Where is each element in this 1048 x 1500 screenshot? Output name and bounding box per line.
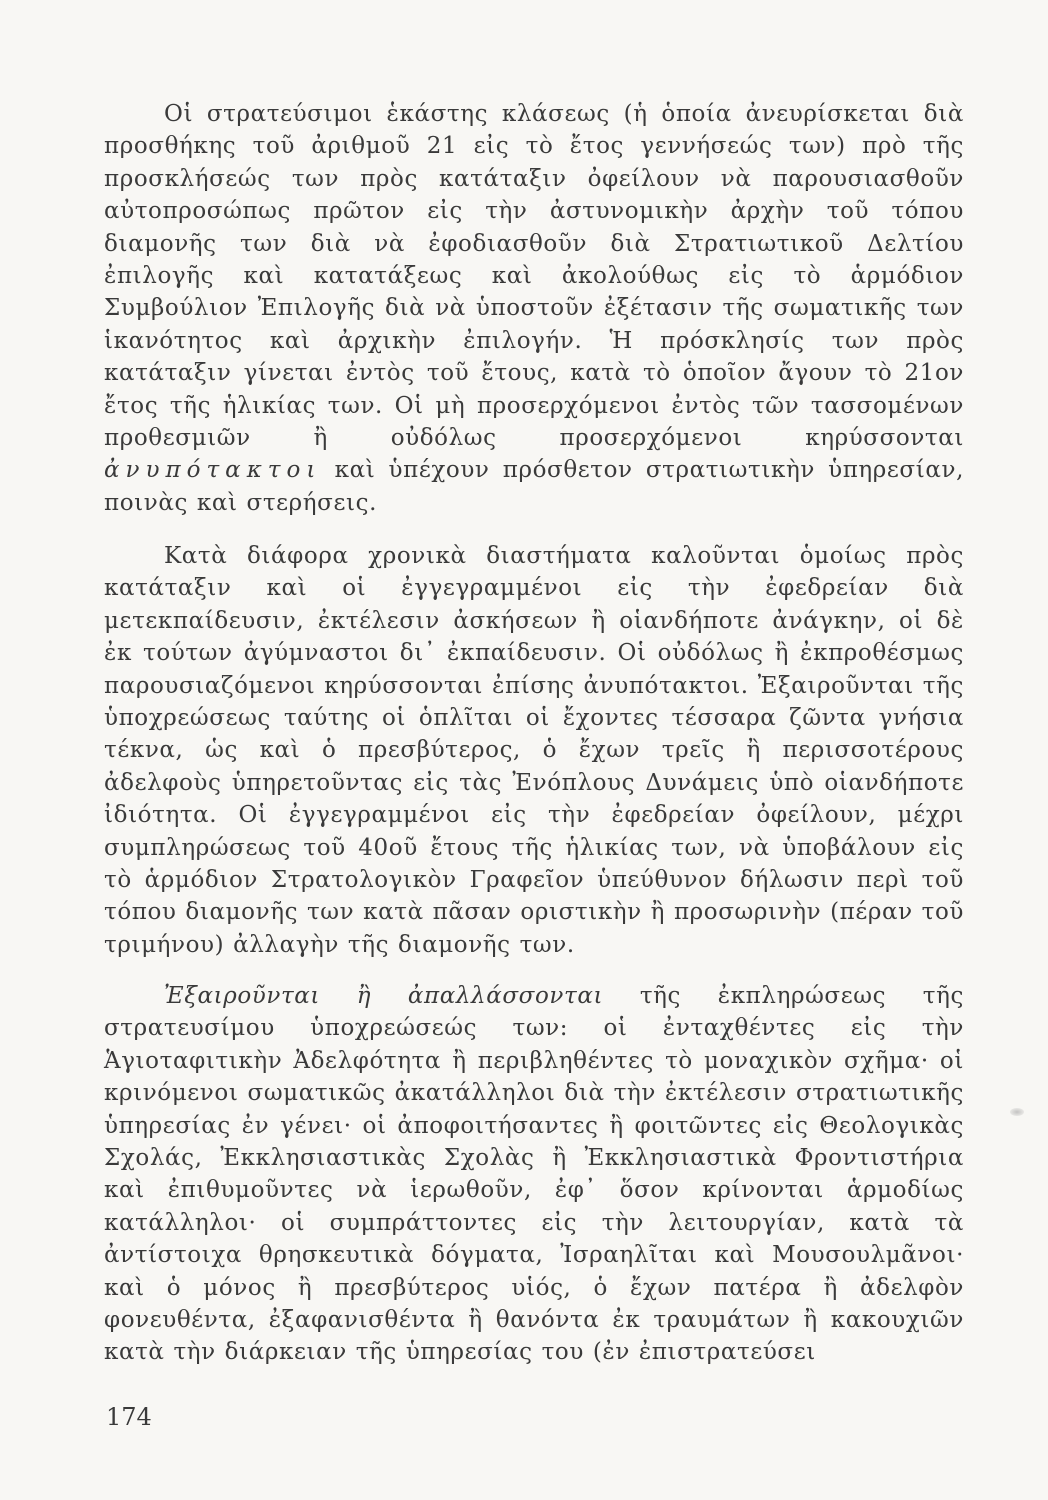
paragraph-exemptions [104, 980, 964, 1369]
ink-smudge [1010, 1108, 1024, 1116]
paragraph-conscripts-text: Οἱ στρατεύσιμοι ἑκάστης κλάσεως (ἡ ὁποία ἀνευρίσκεται διὰ προσθήκης τοῦ ἀριθμοῦ 21 εἰς τὸ ἔτος γεννήσεώς των) πρὸ τῆς προσκλήσεώς των πρὸς κατάταξιν ὀφείλουν νὰ παρουσιασθοῦν αὐτοπροσώπως πρῶτον εἰς τὴν ἀστυνομικὴν ἀρχὴν τοῦ τόπου διαμονῆς των διὰ νὰ ἐφοδιασθοῦν διὰ Στρατιωτικοῦ Δελτίου ἐπιλογῆς καὶ κατατάξεως καὶ ἀκολούθως εἰς τὸ ἁρμόδιον Συμβούλιον Ἐπιλογῆς διὰ νὰ ὑποστοῦν ἐξέτασιν τῆς σωματικῆς των ἱκανότητος καὶ ἀρχικὴν ἐπιλογήν. Ἡ πρόσκλησίς των πρὸς κατάταξιν γίνεται ἐντὸς τοῦ ἔτους, κατὰ τὸ ὁποῖον ἄγουν τὸ 21ον ἔτος τῆς ἡλικίας των. Οἱ μὴ προσερχόμενοι ἐντὸς τῶν τασσομένων προθεσμιῶν ἢ οὐδόλως προσερχόμενοι κηρύσσονται [104, 101, 964, 452]
page-number: 174 [106, 1403, 152, 1431]
paragraph-reservists-text: Κατὰ διάφορα χρονικὰ διαστήματα καλοῦνται ὁμοίως πρὸς κατάταξιν καὶ οἱ ἐγγεγραμμένοι εἰς τὴν ἐφεδρείαν διὰ μετεκπαίδευσιν, ἐκτέλεσιν ἀσκήσεων ἢ οἱανδήποτε ἀνάγκην, οἱ δὲ ἐκ τούτων ἀγύμναστοι δι᾽ ἐκπαίδευσιν. Οἱ οὐδόλως ἢ ἐκπροθέσμως παρουσιαζόμενοι κηρύσσονται ἐπίσης ἀνυπότακτοι. Ἐξαιροῦνται τῆς ὑποχρεώσεως ταύτης οἱ ὁπλῖται οἱ ἔχοντες τέσσαρα ζῶντα γνήσια τέκνα, ὡς καὶ ὁ πρεσβύτερος, ὁ ἔχων τρεῖς ἢ περισσοτέρους ἀδελφοὺς ὑπηρετοῦντας εἰς τὰς Ἐνόπλους Δυνάμεις ὑπὸ οἱανδήποτε ἰδιότητα. Οἱ ἐγγεγραμμένοι εἰς τὴν ἐφεδρείαν ὀφείλουν, μέχρι συμπληρώσεως τοῦ 40οῦ ἔτους τῆς ἡλικίας των, νὰ ὑποβάλουν εἰς τὸ ἁρμόδιον Στρατολογικὸν Γραφεῖον ὑπεύθυνον δήλωσιν περὶ τοῦ τόπου διαμονῆς των κατὰ πᾶσαν οριστικὴν ἢ προσωρινὴν (πέραν τοῦ τριμήνου) ἀλλαγὴν τῆς διαμονῆς των. [104, 543, 964, 958]
spaced-term-draft-evaders: ἀνυπότακτοι [104, 457, 322, 484]
paragraph-reservists [104, 540, 964, 961]
paragraph-exemptions-text: τῆς ἐκπληρώσεως τῆς στρατευσίμου ὑποχρεώσεώς των: οἱ ἐνταχθέντες εἰς τὴν Ἁγιοταφιτικὴν Ἀδελφότητα ἢ περιβληθέντες τὸ μοναχικὸν σχῆμα· οἱ κρινόμενοι σωματικῶς ἀκατάλληλοι διὰ τὴν ἐκτέλεσιν στρατιωτικῆς ὑπηρεσίας ἐν γένει· οἱ ἀποφοιτήσαντες ἢ φοιτῶντες εἰς Θεολογικὰς Σχολάς, Ἐκκλησιαστικὰς Σχολὰς ἢ Ἐκκλησιαστικὰ Φροντιστήρια καὶ ἐπιθυμοῦντες νὰ ἱερωθοῦν, ἐφ᾽ ὅσον κρίνονται ἁρμοδίως κατάλληλοι· οἱ συμπράττοντες εἰς τὴν λειτουργίαν, κατὰ τὰ ἀντίστοιχα θρησκευτικὰ δόγματα, Ἰσραηλῖται καὶ Μουσουλμᾶνοι· καὶ ὁ μόνος ἢ πρεσβύτερος υἱός, ὁ ἔχων πατέρα ἢ ἀδελφὸν φονευθέντα, ἐξαφανισθέντα ἢ θανόντα ἐκ τραυμάτων ἢ κακουχιῶν κατὰ τὴν διάρκειαν τῆς ὑπηρεσίας του (ἐν ἐπιστρατεύσει [104, 983, 964, 1366]
paragraph-conscripts-tail: καὶ ὑπέχουν πρόσθετον στρατιωτικὴν ὑπηρεσίαν, ποινὰς καὶ στερήσεις. [104, 457, 964, 516]
paragraph-conscripts [104, 98, 964, 519]
italic-lead-exemptions: Ἐξαιροῦνται ἢ ἀπαλλάσσονται [164, 983, 604, 1009]
